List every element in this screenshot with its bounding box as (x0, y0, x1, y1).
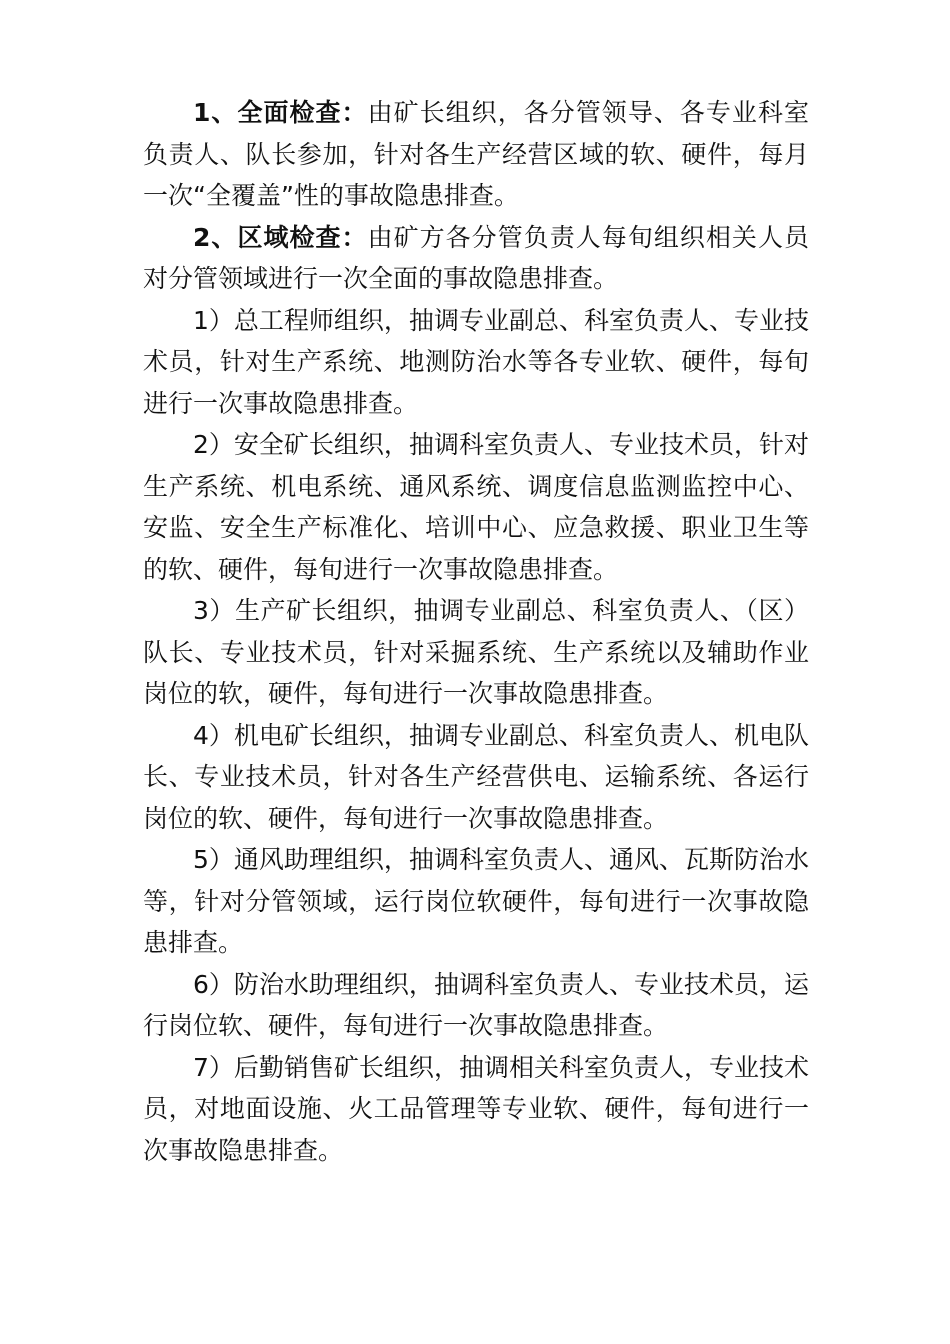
paragraph-item-5 (143, 839, 809, 964)
paragraph-text: 4）机电矿长组织，抽调专业副总、科室负责人、机电队长、专业技术员，针对各生产经营供电、运输系统、各运行岗位的软、硬件，每旬进行一次事故隐患排查。 (143, 720, 809, 833)
paragraph-item-2 (143, 424, 809, 590)
paragraph-text: 由矿方各分管负责人每旬组织相关人员对分管领域进行一次全面的事故隐患排查。 (143, 222, 809, 293)
paragraph-item-1 (143, 300, 809, 425)
paragraph-item-3 (143, 590, 809, 715)
paragraph-text: 1）总工程师组织，抽调专业副总、科室负责人、专业技术员，针对生产系统、地测防治水等各专业软、硬件，每旬进行一次事故隐患排查。 (143, 305, 809, 418)
paragraph-comprehensive-inspection (143, 92, 809, 217)
paragraph-item-4 (143, 715, 809, 840)
paragraph-text: 5）通风助理组织，抽调科室负责人、通风、瓦斯防治水等，针对分管领域，运行岗位软硬件，每旬进行一次事故隐患排查。 (143, 845, 809, 957)
paragraph-text: 由矿长组织，各分管领导、各专业科室负责人、队长参加，针对各生产经营区域的软、硬件，每月一次“全覆盖”性的事故隐患排查。 (143, 98, 809, 210)
paragraph-item-7 (143, 1047, 809, 1172)
paragraph-text: 7）后勤销售矿长组织，抽调相关科室负责人，专业技术员，对地面设施、火工品管理等专业软、硬件，每旬进行一次事故隐患排查。 (143, 1052, 809, 1165)
paragraph-text: 2）安全矿长组织，抽调科室负责人、专业技术员，针对生产系统、机电系统、通风系统、调度信息监测监控中心、安监、安全生产标准化、培训中心、应急救援、职业卫生等的软、硬件，每旬进行一次事故隐患排查。 (143, 430, 809, 584)
paragraph-text: 3）生产矿长组织，抽调专业副总、科室负责人、（区）队长、专业技术员，针对采掘系统、生产系统以及辅助作业岗位的软，硬件，每旬进行一次事故隐患排查。 (143, 596, 809, 708)
paragraph-heading: 2、区域检查： (193, 222, 368, 252)
paragraph-item-6 (143, 964, 809, 1047)
document-page (143, 92, 809, 1171)
paragraph-heading: 1、全面检查： (193, 98, 368, 127)
paragraph-regional-inspection (143, 217, 809, 300)
paragraph-text: 6）防治水助理组织，抽调科室负责人、专业技术员，运行岗位软、硬件，每旬进行一次事故隐患排查。 (143, 969, 809, 1040)
